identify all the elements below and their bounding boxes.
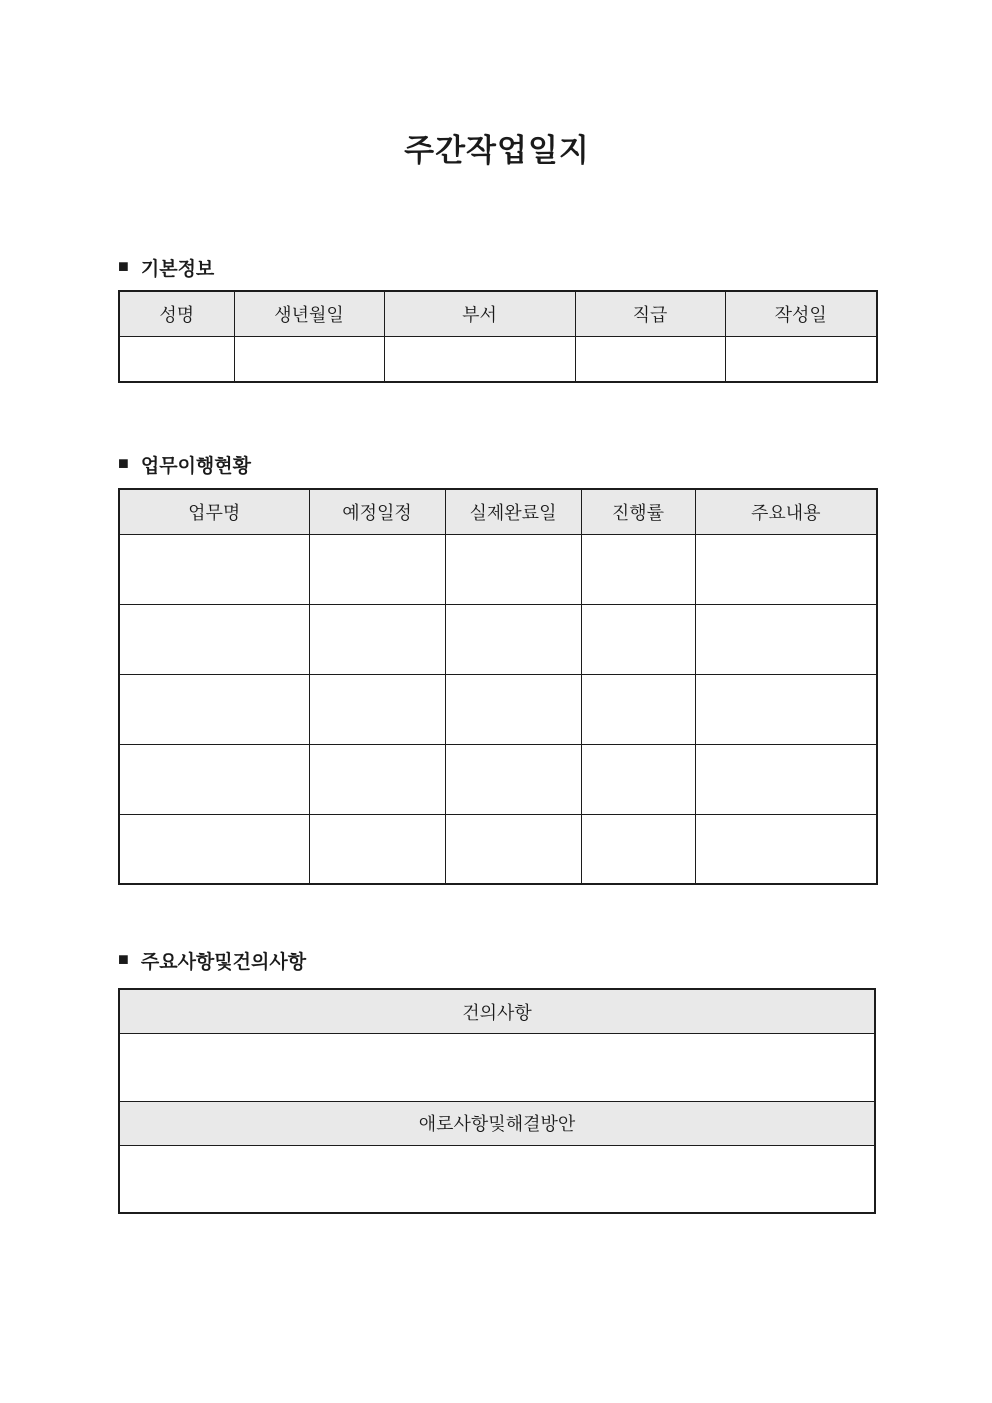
remarks-label-cell-suggestions: 건의사항 bbox=[119, 989, 875, 1033]
document-title: 주간작업일지 bbox=[404, 133, 590, 168]
work-status-input-cell[interactable] bbox=[445, 744, 581, 814]
work-status-input-cell[interactable] bbox=[445, 674, 581, 744]
work-status-input-cell[interactable] bbox=[581, 674, 695, 744]
work-status-input-cell[interactable] bbox=[119, 744, 309, 814]
remarks-input-cell-suggestions[interactable] bbox=[119, 1033, 875, 1101]
basic-info-col-header-position: 직급 bbox=[575, 291, 725, 336]
section-heading-basic-info-label: 기본정보 bbox=[140, 258, 215, 280]
work-status-input-cell[interactable] bbox=[119, 604, 309, 674]
basic-info-input-cell-date-written[interactable] bbox=[725, 336, 877, 382]
remarks-label-row bbox=[119, 1101, 875, 1145]
work-status-input-cell[interactable] bbox=[445, 604, 581, 674]
basic-info-input-cell-birthdate[interactable] bbox=[234, 336, 384, 382]
black-square-bullet-icon: ■ bbox=[118, 949, 129, 970]
basic-info-col-header-date-written: 작성일 bbox=[725, 291, 877, 336]
basic-info-input-cell-name[interactable] bbox=[119, 336, 234, 382]
document-content bbox=[118, 0, 876, 1214]
work-status-input-cell[interactable] bbox=[695, 744, 877, 814]
work-status-input-cell[interactable] bbox=[309, 534, 445, 604]
remarks-label-row bbox=[119, 989, 875, 1033]
work-status-col-header-planned-schedule: 예정일정 bbox=[309, 489, 445, 534]
section-heading-remarks bbox=[118, 948, 876, 972]
work-status-table bbox=[118, 488, 878, 885]
work-status-col-header-task-name: 업무명 bbox=[119, 489, 309, 534]
section-heading-basic-info bbox=[118, 255, 876, 279]
basic-info-input-cell-department[interactable] bbox=[384, 336, 575, 382]
work-status-input-cell[interactable] bbox=[119, 814, 309, 884]
work-status-col-header-actual-completion: 실제완료일 bbox=[445, 489, 581, 534]
basic-info-data-row bbox=[119, 336, 877, 382]
work-status-input-cell[interactable] bbox=[119, 534, 309, 604]
work-status-input-cell[interactable] bbox=[309, 674, 445, 744]
basic-info-table bbox=[118, 290, 878, 383]
section-heading-work-status-label: 업무이행현황 bbox=[140, 455, 251, 477]
work-status-input-cell[interactable] bbox=[445, 814, 581, 884]
work-status-input-cell[interactable] bbox=[581, 814, 695, 884]
work-status-input-cell[interactable] bbox=[695, 674, 877, 744]
work-status-input-cell[interactable] bbox=[445, 534, 581, 604]
work-status-input-cell[interactable] bbox=[119, 674, 309, 744]
black-square-bullet-icon: ■ bbox=[118, 256, 129, 277]
work-status-input-cell[interactable] bbox=[309, 814, 445, 884]
work-status-input-cell[interactable] bbox=[581, 604, 695, 674]
section-heading-work-status bbox=[118, 452, 876, 476]
work-status-header-row bbox=[119, 489, 877, 534]
work-status-col-header-progress-rate: 진행률 bbox=[581, 489, 695, 534]
basic-info-col-header-name: 성명 bbox=[119, 291, 234, 336]
work-status-data-row bbox=[119, 744, 877, 814]
work-status-col-header-main-content: 주요내용 bbox=[695, 489, 877, 534]
black-square-bullet-icon: ■ bbox=[118, 453, 129, 474]
work-status-data-row bbox=[119, 814, 877, 884]
remarks-table bbox=[118, 988, 876, 1214]
work-status-input-cell[interactable] bbox=[695, 534, 877, 604]
work-status-data-row bbox=[119, 534, 877, 604]
basic-info-input-cell-position[interactable] bbox=[575, 336, 725, 382]
work-status-input-cell[interactable] bbox=[309, 744, 445, 814]
work-status-data-row bbox=[119, 674, 877, 744]
work-status-input-cell[interactable] bbox=[581, 534, 695, 604]
basic-info-col-header-birthdate: 생년월일 bbox=[234, 291, 384, 336]
work-status-data-row bbox=[119, 604, 877, 674]
work-status-input-cell[interactable] bbox=[309, 604, 445, 674]
work-status-input-cell[interactable] bbox=[695, 604, 877, 674]
work-status-input-cell[interactable] bbox=[695, 814, 877, 884]
remarks-content-row bbox=[119, 1033, 875, 1101]
basic-info-col-header-department: 부서 bbox=[384, 291, 575, 336]
remarks-input-cell-difficulties[interactable] bbox=[119, 1145, 875, 1213]
section-heading-remarks-label: 주요사항및건의사항 bbox=[140, 951, 307, 973]
remarks-label-cell-difficulties: 애로사항및해결방안 bbox=[119, 1101, 875, 1145]
basic-info-header-row bbox=[119, 291, 877, 336]
work-status-input-cell[interactable] bbox=[581, 744, 695, 814]
remarks-content-row bbox=[119, 1145, 875, 1213]
